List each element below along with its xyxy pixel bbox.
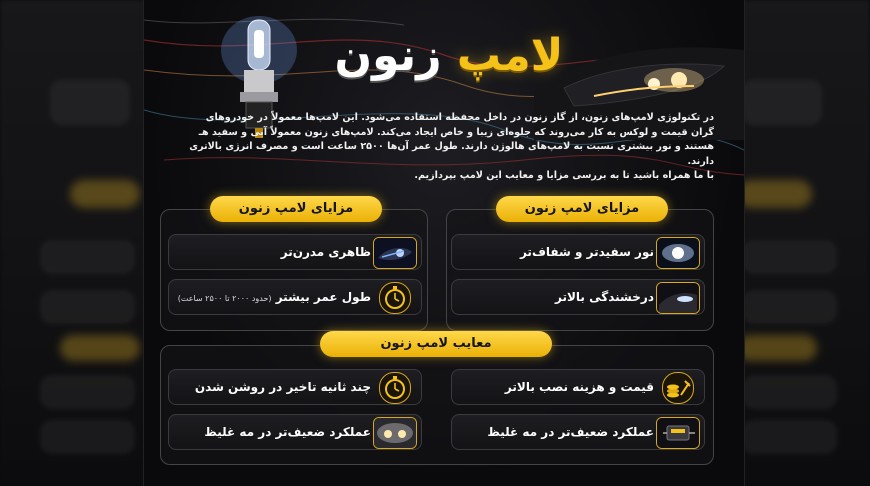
coins-tools-icon [662, 372, 694, 404]
modern-headlight-icon [373, 237, 417, 269]
intro-line: در تکنولوژی لامپ‌های زنون، از گاز زنون در داخل محفظه استفاده می‌شود. این لامپ‌ها معمولاً در خودروهای [205, 112, 714, 123]
disadvantage-card-fog-performance-left [168, 414, 422, 450]
card-label-note: (حدود ۲۰۰۰ تا ۲۵۰۰ ساعت) [177, 294, 272, 303]
card-label: چند ثانیه تاخیر در روشن شدن [194, 380, 371, 394]
card-label: عملکرد ضعیف‌تر در مه غلیظ [204, 425, 371, 439]
advantages-heading-left: مزایای لامپ زنون [210, 196, 382, 222]
intro-line: هستند و نور بیشتری نسبت به لامپ‌های هالوژن دارند. طول عمر آن‌ها ۲۵۰۰ ساعت است و مصرف انرژی بالاتری دارند. [189, 141, 714, 167]
title-word-lamp: لامپ [456, 30, 564, 81]
intro-line: با ما همراه باشید تا به بررسی مزایا و معایب این لامپ بپردازیم. [414, 170, 714, 182]
advantage-card-longer-life [168, 279, 422, 315]
disadvantage-card-higher-cost [451, 369, 705, 405]
bright-headlight-icon [656, 237, 700, 269]
advantage-card-higher-brightness [451, 279, 705, 315]
card-label: ظاهری مدرن‌تر [280, 245, 371, 259]
blurred-background-left [0, 0, 148, 486]
advantages-heading-right: مزایای لامپ زنون [496, 196, 668, 222]
advantage-card-modern-look [168, 234, 422, 270]
car-headlight-glow-icon [656, 282, 700, 314]
blurred-background-right [732, 0, 870, 486]
page-title [144, 30, 744, 81]
xenon-ballast-icon [656, 417, 700, 449]
card-label: درخشندگی بالاتر [555, 290, 654, 304]
title-word-xenon: زنون [334, 30, 442, 81]
disadvantage-card-startup-delay [168, 369, 422, 405]
stopwatch-icon [379, 282, 411, 314]
card-label: عملکرد ضعیف‌تر در مه غلیظ [487, 425, 654, 439]
infographic-poster [143, 0, 745, 486]
card-label: قیمت و هزینه نصب بالاتر [504, 380, 654, 394]
intro-paragraph [174, 111, 714, 184]
card-label [175, 280, 371, 314]
card-label: نور سفیدتر و شفاف‌تر [519, 245, 654, 259]
disadvantages-heading: معایب لامپ زنون [320, 331, 552, 357]
advantage-card-whiter-light [451, 234, 705, 270]
disadvantage-card-fog-performance-right [451, 414, 705, 450]
stopwatch-icon [379, 372, 411, 404]
fog-headlight-icon [373, 417, 417, 449]
intro-line: گران قیمت و لوکس به کار می‌روند که جلوه‌ای زیبا و خاص ایجاد می‌کند. لامپ‌های زنون معمولاً آبی و سفید هـ [198, 126, 714, 138]
card-label-main: طول عمر بیشتر [275, 290, 371, 304]
